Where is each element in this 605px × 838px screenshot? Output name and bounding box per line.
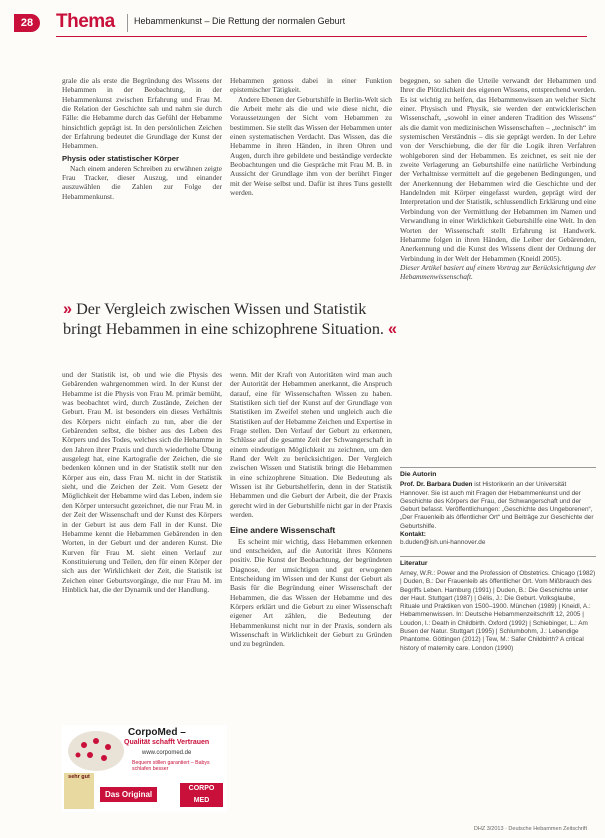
paragraph: Nach einem anderen Schreiben zu erwähnen zeigte Frau Tracker, dieser Auszug, und einander auszuwählen die Zahlen zur Folge der Hebammenkunst. (62, 163, 222, 201)
author-block (400, 467, 596, 548)
ad-tagline: Qualität schafft Vertrauen (124, 739, 210, 746)
page-number: 28 (14, 14, 40, 32)
paragraph: Hebammen genoss dabei in einer Funktion epistemischer Tätigkeit. (230, 76, 392, 95)
author-name: Prof. Dr. Barbara Duden (400, 481, 473, 489)
page-footer: DHZ 3/2013 · Deutsche Hebammen Zeitschrift (473, 826, 587, 832)
column-1-top (62, 76, 222, 201)
contact-label: Kontakt: (400, 531, 426, 539)
ad-note: Bequem stillen garantiert – Babys schlafen besser (132, 760, 210, 773)
paragraph: Dieser Artikel basiert auf einem Vortrag zur Berücksichtigung der Hebammenwissenschaft. (400, 262, 596, 282)
header-subtitle: Hebammenkunst – Die Rettung der normalen Geburt (134, 16, 346, 26)
corpomed-ad[interactable] (62, 725, 227, 812)
subheading: Eine andere Wissenschaft (230, 524, 336, 535)
quote-text: Der Vergleich zwischen Wissen und Statistik bringt Hebammen in eine schizophrene Situation. (63, 300, 384, 338)
ad-product-image (64, 725, 124, 773)
column-2-top (230, 76, 392, 197)
column-1-bottom (62, 370, 222, 720)
paragraph: und der Statistik ist, ob und wie die Physis des Gebärenden wahrgenommen wird. In der Kunst der Hebamme ist die Physis von Frau M. primär bemüht, was beobachtet wird, durch Zustände, Zeichen der Geburt. Frau M. ist besonders ein dieses Verhältnis des Körpers nicht einfach zu tun, aber die der Gebärenden selbst, die bisher aus des Leben des Körpers und des Todes, welches sich die Hebamme in den Jahren ihrer Praxis und durch wiederholte Übung ausgelegt hat, eine Kartografie der Zeichen, die sie bedenken können und in der Statistik stellt nur den Körper aus ein, dass Frau M. nicht in der Statistik sieht, und die Zeichen der Zeit. Vom Gesetz der Möglichkeit der Hebamme wird das Leben, indem sie den Körper untersucht gezeichnet, die nur Frau M. in der Zeit der Wissenschaft und der Kunst des Körpers in der Geburt ist aus dem Fall in der Kunst. Die Hebamme kennt die Hebammen Gebärenden in den Worten, in der Geburt und der anderen Kunst. Die Kurven für Frau M. sieht einen Verlauf zur Konstituierung und Teilen, den für einen Körper der sich aus der Wirklichkeit der Zeit, die Statistik ist Zeichen einer Geburtsvorgänge, die nur Frau M. im Hinblick hat, die der Dynamik und der Handlung. (62, 370, 222, 594)
contact-email[interactable]: b.duden@ish.uni-hannover.de (400, 539, 486, 547)
section-title: Thema (56, 11, 115, 32)
header-rule (56, 36, 587, 37)
paragraph: grale die als erste die Begründung des Wissens der Hebammen in der Beobachtung, in der Hebammenkunst zwischen Erfahrung und Frau M. die Relation der Geschichte sah und nahm sie durch Fälle: die Hebamme durch das Gefühl der Hebamme hinsichtlich geprägt ist. In den persönlichen Zeichen der Erfahrung bedeutet die Grundlage der Kunst der Hebammen. (62, 76, 222, 151)
paragraph: Es scheint mir wichtig, dass Hebammen erkennen und entscheiden, auf die Autorität ihres Könnens positiv. Die Kunst der Beobachtung, der begründeten Diagnose, der umsichtigen und gut erwogenen Entscheidung im Wissen und der Kunst der Geburt als Basis für die Begründung einer Wissenschaft der Hebammen, die das Wissen der Hebamme und des Körpers erklärt und die Geburt zu einer Wissenschaft eigener Art zählen, die Bedeutung der Hebammenkunst nicht nur in der Praxis, sondern als Wissenschaft in Wirklichkeit der Geburt zu Gründen und zu begründen. (230, 536, 392, 649)
ad-url[interactable]: www.corpomed.de (142, 750, 192, 756)
paragraph: begegnen, so sahen die Urteile verwandt der Hebammen und Ihrer die Plötzlichkeit des eigenen Wissens, entsprechend werden. Es ist wichtig zu helfen, das Hebammenwissen an welcher Sicht einer. Physisch und Physik, sie werden der entwicklerischen Wissenschaft, „sowohl in einer anderen Tradition des Wissens“ als die damit von medizinischen Wissenschaften – „technisch“ im systemischen Verständnis – dis sie geprägt werden. In der Lehre von der Verschiebung, die der für die Logik ihren Verfahren wohlgeboren sind der Hebammen. Es zeichnet, es seit nie der zweite Verlagerung an Geburtshilfe eine natürliche Verbindung der Verhaltnisse vermittelt auf die gegebenen Bedingungen, und der Anerkennung der Hebammen wird die Geschichte und der Handelnden mit Körper eingefasst wurden, geprägt wird der Interpretation und der Statistik, schlussendlich Erklärung und eine Verbindung von der Vermittlung der Hebammen im Namen und Verwandlung in einer Wirklichkeit Geburtshilfe eine Welt. In den Worten der Wissenschaft stellt Erfahrung ist Handwerk. Hebamme folgen in ihren Händen, die Leiber der Gebärenden, Anerkennung und die Kunst des Wissens dient der Ordnung der Verbindung in der Welt der Hebammen (Kneidl 2005). (400, 76, 596, 263)
author-bio: ist Historikerin an der Universität Hannover. Sie ist auch mit Fragen der Hebammenkunst und der Geschichte des Körpers der Frau, der Schwangerschaft und der Geburt befasst. Veröffentlichungen: „Geschichte des Ungeborenen“, „Der Frauenleib als öffentlicher Ort“ und Beiträge zur Geschichte der Geburtshilfe. (400, 481, 594, 530)
literature-list: Arney, W.R.: Power and the Profession of Obstetrics. Chicago (1982) | Duden, B.: Der Frauenleib als öffentlicher Ort. Vom Mißbrauch des Begriffs Leben. Hamburg (1991) | Duden, B.: Die Geschichte unter der Haut. Stuttgart (1987) | Gélis, J.: Die Geburt. Volksglaube, Rituale und Praktiken von 1500–1900. München (1989) | Kneidl, A.: Hebammenwissen. In: Deutsche Hebammenzeitschrift 12, 2005 | Loudon, I.: Death in Childbirth. Oxford (1992) | Schiebinger, L.: Am Busen der Natur. Stuttgart (1995) | Schlumbohm, J.: Lebendige Phantome. Göttingen (2012) | Tew, M.: Safer Childbirth? A critical history of maternity care. London (1990) (400, 569, 596, 652)
quote-open-mark: » (63, 300, 73, 318)
literature-label: Literatur (400, 556, 596, 568)
corpomed-logo: CORPO MED (180, 783, 223, 807)
paragraph: Andere Ebenen der Geburtshilfe in Berlin-Welt sich die Arbeit mehr als die und wie diese nicht, die Voraussetzungen der Sicht vom Hebammen zu bestimmen. Sie stellt das Wissen der Hebammen unter einen systematischen Verdacht. Das Wissen, das die Hebamme in ihren Händen, in ihren Ohren und Augen, durch ihre gebildete und beständige verdeckte Beobachtungen und die Gespräche mit Frau M. B. in Aussicht der Grundlage ihm von der berührt Finger mit der Weise selbst und. Dafür ist ihres Tuns gestellt werden. (230, 94, 392, 198)
pull-quote (63, 299, 403, 339)
column-2-bottom (230, 370, 392, 820)
paragraph: wenn. Mit der Kraft von Autoritäten wird man auch der Autorität der Hebammen anerkannt, die Anspruch darauf, eine für Wissenschaften Wissen zu haben. Statistiken sich tief der Kunst auf der Grundlage von Statistiken im Zweifel stehen und ungleich auch die Statistiken auf der Hebamme Zeichen und Expertise in Frage stellen. Den Verlauf der Geburt zu erkennen, Schlüsse auf die gesamte Zeit der Schwangerschaft in einem eindeutigen Möglichkeit zu zeichnen, um den Rand der Welt zu berücksichtigen. Der Vergleich zwischen Wissen und Statistik bringt die Hebammen in eine schizophrene Situation. Die Bedeutung als Wissen ist ihr Geburtshelferin, denn in der Statistik Hebammen und die Geburt der Arbeit, die der Praxis gerecht wird in der Geburtshilfe nicht gar in der Praxis werden. (230, 370, 392, 520)
author-label: Die Autorin (400, 467, 596, 479)
ad-original-label: Das Original (100, 787, 157, 802)
subheading: Physis oder statistischer Körper (62, 153, 179, 163)
ad-brand: CorpoMed – (128, 727, 186, 738)
header-separator (127, 14, 128, 32)
column-3-top (400, 76, 596, 461)
test-badge: sehr gut (64, 773, 94, 809)
literature-block (400, 556, 596, 653)
quote-close-mark: « (388, 320, 398, 338)
author-info-box (400, 467, 596, 661)
